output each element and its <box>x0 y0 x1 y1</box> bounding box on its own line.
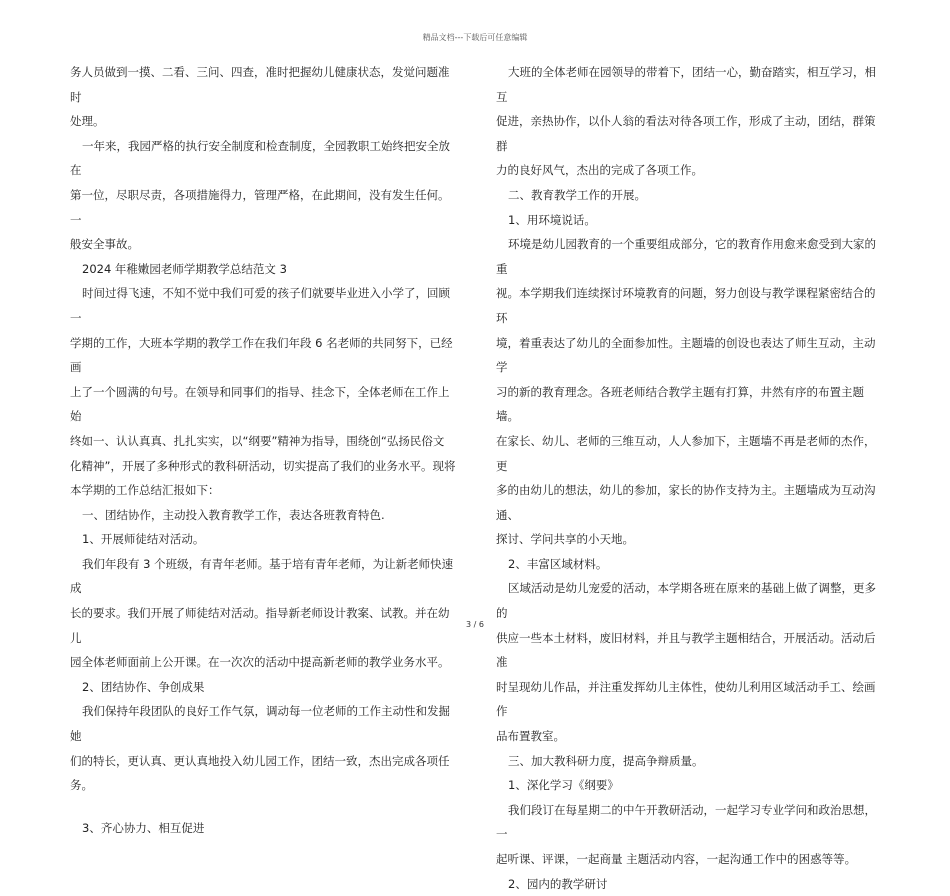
paragraph-line: 促进，亲热协作，以仆人翁的看法对待各项工作，形成了主动，团结，群策群 <box>496 114 876 153</box>
paragraph-line: 我们保持年段团队的良好工作气氛，调动每一位老师的工作主动性和发掘她 <box>70 704 450 744</box>
right-column <box>496 60 882 896</box>
paragraph-line: 终如一、认认真真、扎扎实实，以“纲要”精神为指导，围绕创“弘扬民俗文 <box>70 433 445 448</box>
blank-gap <box>70 798 456 816</box>
page-number: 3 / 6 <box>466 620 484 629</box>
paragraph-line: 本学期的工作总结汇报如下： <box>70 483 220 498</box>
paragraph-line: 起听课、评课，一起商量 主题活动内容，一起沟通工作中的困惑等等。 <box>496 852 857 866</box>
heading-line: 1、开展师徒结对活动。 <box>82 532 205 547</box>
paragraph-line: 我们段订在每星期二的中午开教研活动，一起学习专业学问和政治思想，一 <box>496 802 876 842</box>
paragraph-line: 般安全事故。 <box>70 237 139 252</box>
paragraph-line: 多的由幼儿的想法，幼儿的参加，家长的协作支持为主。主题墙成为互动沟通、 <box>496 483 876 522</box>
heading-line: 3、齐心协力、相互促进 <box>82 820 205 835</box>
paragraph-line: 环境是幼儿园教育的一个重要组成部分，它的教育作用愈来愈受到大家的重 <box>496 237 876 276</box>
heading-line: 2、园内的教学研讨 <box>508 876 608 891</box>
paragraph-line: 第一位，尽职尽责，各项措施得力，管理严格，在此期间，没有发生任何。一 <box>70 187 450 227</box>
paragraph-line: 我们年段有 3 个班级，有青年老师。基于培有青年老师，为让新老师快速成 <box>70 556 454 596</box>
paragraph-line: 探讨、学问共享的小天地。 <box>496 532 634 547</box>
page-header: 精品文档---下载后可任意编辑 <box>422 33 528 42</box>
heading-line: 2、丰富区域材料。 <box>508 556 608 571</box>
paragraph-line: 长的要求。我们开展了师徒结对活动。指导新老师设计教案、试教。并在幼儿 <box>70 606 450 645</box>
paragraph-line: 时间过得飞速，不知不觉中我们可爱的孩子们就要毕业进入小学了，回顾一 <box>70 286 450 325</box>
heading-line: 三、加大教科研力度，提高争辩质量。 <box>508 753 704 768</box>
paragraph-line: 们的特长，更认真、更认真地投入幼儿园工作，团结一致，杰出完成各项任务。 <box>70 753 450 793</box>
paragraph-line: 化精神”，开展了多种形式的教科研活动，切实提高了我们的业务水平。现将 <box>70 458 456 473</box>
paragraph-line: 力的良好风气，杰出的完成了各项工作。 <box>496 163 703 178</box>
paragraph-line: 供应一些本土材料，废旧材料，并且与教学主题相结合，开展活动。活动后准 <box>496 630 876 670</box>
heading-line: 二、教育教学工作的开展。 <box>508 187 646 202</box>
paragraph-line: 习的新的教育理念。各班老师结合教学主题有打算，井然有序的布置主题墙。 <box>496 384 864 424</box>
paragraph-line: 在家长、幼儿、老师的三维互动，人人参加下，主题墙不再是老师的杰作，更 <box>496 433 876 473</box>
paragraph-line: 上了一个圆满的句号。在领导和同事们的指导、挂念下，全体老师在工作上始 <box>70 384 450 424</box>
paragraph-line: 务人员做到一摸、二看、三问、四查，准时把握幼儿健康状态，发觉问题准时 <box>70 65 450 104</box>
paragraph-line: 一年来，我园严格的执行安全制度和检查制度，全园教职工始终把安全放在 <box>70 138 450 178</box>
paragraph-line: 学期的工作，大班本学期的教学工作在我们年段 6 名老师的共同努下，已经画 <box>70 335 453 375</box>
paragraph-line: 境，着重表达了幼儿的全面参加性。主题墙的创设也表达了师生互动，主动学 <box>496 335 876 375</box>
section-title: 2024 年稚嫩园老师学期教学总结范文 3 <box>82 261 287 276</box>
paragraph-line: 处理。 <box>70 114 105 129</box>
heading-line: 1、深化学习《纲要》 <box>508 778 619 793</box>
paragraph-line: 品布置教室。 <box>496 729 565 744</box>
paragraph-line: 大班的全体老师在园领导的带着下，团结一心，勤奋踏实，相互学习，相互 <box>496 65 876 104</box>
left-column <box>70 60 456 840</box>
heading-line: 2、团结协作、争创成果 <box>82 679 205 694</box>
paragraph-line: 视。本学期我们连续探讨环境教育的问题，努力创设与教学课程紧密结合的环 <box>496 286 876 325</box>
heading-line: 一、团结协作，主动投入教育教学工作，表达各班教育特色. <box>82 507 385 522</box>
paragraph-line: 园全体老师面前上公开课。在一次次的活动中提高新老师的教学业务水平。 <box>70 655 450 670</box>
paragraph-line: 时呈现幼儿作品，并注重发挥幼儿主体性，使幼儿利用区域活动手工、绘画作 <box>496 679 876 719</box>
heading-line: 1、用环境说话。 <box>508 212 596 227</box>
paragraph-line: 区域活动是幼儿宠爱的活动，本学期各班在原来的基础上做了调整，更多的 <box>496 581 876 621</box>
